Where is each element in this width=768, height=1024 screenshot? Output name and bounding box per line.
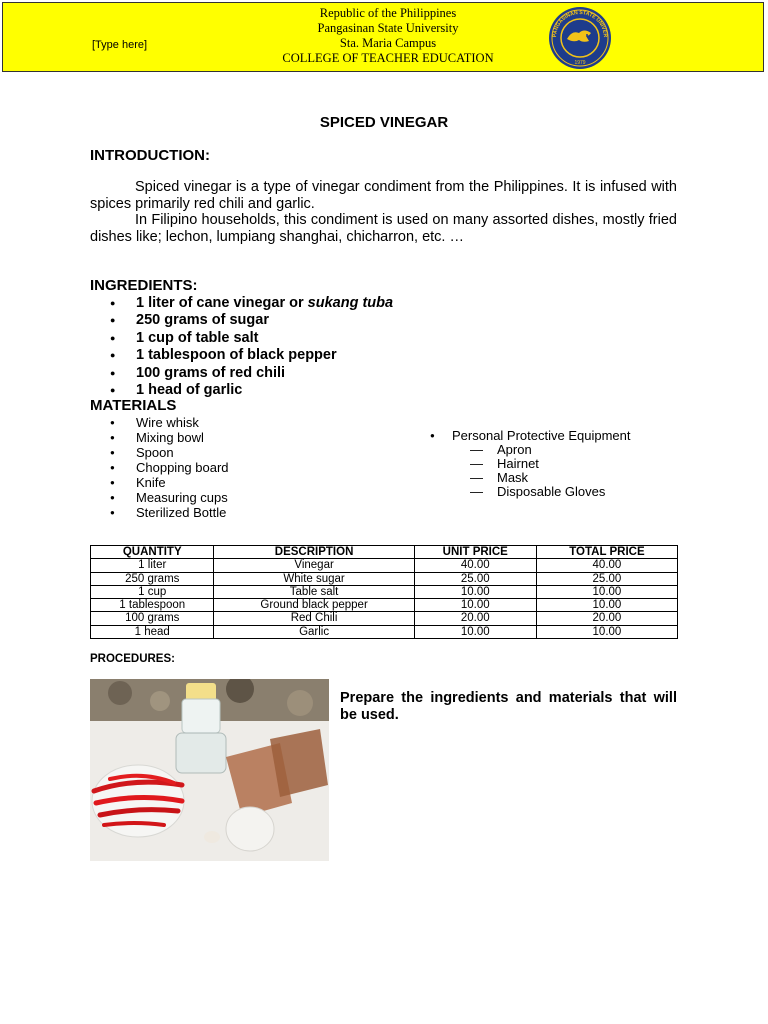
table-cell: 1 tablespoon xyxy=(91,599,214,612)
ingredients-heading: INGREDIENTS: xyxy=(90,277,198,294)
table-cell: White sugar xyxy=(214,572,414,585)
table-cell: 25.00 xyxy=(414,572,536,585)
table-row xyxy=(91,585,678,598)
document-header xyxy=(2,2,764,72)
table-cell: 40.00 xyxy=(414,559,536,572)
table-row xyxy=(91,625,678,638)
table-cell: Red Chili xyxy=(214,612,414,625)
table-cell: 1 liter xyxy=(91,559,214,572)
intro-paragraph-2: In Filipino households, this condiment is used on many assorted dishes, mostly fried dishes like; lechon, lumpiang shanghai, chicharron, etc. … xyxy=(90,212,677,245)
column-header: UNIT PRICE xyxy=(414,546,536,559)
ppe-item: — Apron xyxy=(430,443,630,457)
table-cell: 20.00 xyxy=(414,612,536,625)
table-cell: Vinegar xyxy=(214,559,414,572)
table-cell: 40.00 xyxy=(536,559,677,572)
ppe-item: — Mask xyxy=(430,471,630,485)
ingredients-photo xyxy=(90,679,329,861)
table-cell: 20.00 xyxy=(536,612,677,625)
materials-list xyxy=(90,415,229,520)
table-row xyxy=(91,599,678,612)
ppe-item: — Hairnet xyxy=(430,457,630,471)
ingredient-item: ● 100 grams of red chili xyxy=(90,365,393,382)
material-item: ● Chopping board xyxy=(90,460,229,475)
column-header: QUANTITY xyxy=(91,546,214,559)
ingredients-list xyxy=(90,295,393,399)
ingredient-item: ● 1 liter of cane vinegar or sukang tuba xyxy=(90,295,393,312)
introduction-heading: INTRODUCTION: xyxy=(90,147,210,164)
table-cell: 10.00 xyxy=(414,585,536,598)
ingredient-item: ● 1 head of garlic xyxy=(90,382,393,399)
material-item: ● Wire whisk xyxy=(90,415,229,430)
table-cell: 1 head xyxy=(91,625,214,638)
university-line: Sta. Maria Campus xyxy=(339,36,437,50)
table-row xyxy=(91,612,678,625)
table-cell: 10.00 xyxy=(414,625,536,638)
university-line: Republic of the Philippines xyxy=(319,6,457,20)
material-item: ● Mixing bowl xyxy=(90,430,229,445)
table-cell: 10.00 xyxy=(414,599,536,612)
table-cell: 250 grams xyxy=(91,572,214,585)
university-seal-logo xyxy=(543,6,617,70)
material-item: ● Spoon xyxy=(90,445,229,460)
header-placeholder: [Type here] xyxy=(92,39,148,51)
university-line: Pangasinan State University xyxy=(317,21,459,35)
table-header-row xyxy=(91,546,678,559)
cost-table xyxy=(90,545,678,639)
university-block xyxy=(253,6,523,66)
page-title: SPICED VINEGAR xyxy=(319,114,449,131)
table-cell: 1 cup xyxy=(91,585,214,598)
column-header: TOTAL PRICE xyxy=(536,546,677,559)
table-cell: 10.00 xyxy=(536,625,677,638)
table-cell: Table salt xyxy=(214,585,414,598)
table-cell: 25.00 xyxy=(536,572,677,585)
table-row xyxy=(91,572,678,585)
ppe-item: — Disposable Gloves xyxy=(430,485,630,499)
procedures-heading: PROCEDURES: xyxy=(90,653,175,665)
materials-heading: MATERIALS xyxy=(90,397,177,414)
material-item: ● Measuring cups xyxy=(90,490,229,505)
svg-text:PANGASINAN STATE UNIVERSITY: PANGASINAN STATE UNIVER xyxy=(551,9,609,38)
table-cell: 10.00 xyxy=(536,585,677,598)
table-cell: 100 grams xyxy=(91,612,214,625)
material-item: ● Knife xyxy=(90,475,229,490)
table-cell: 10.00 xyxy=(536,599,677,612)
table-cell: Garlic xyxy=(214,625,414,638)
svg-text:1979: 1979 xyxy=(574,60,586,66)
intro-paragraph-1: Spiced vinegar is a type of vinegar condiment from the Philippines. It is infused with spices primarily red chili and garlic. xyxy=(90,179,677,212)
ingredient-item: ● 250 grams of sugar xyxy=(90,312,393,329)
table-cell: Ground black pepper xyxy=(214,599,414,612)
table-row xyxy=(91,559,678,572)
procedure-step-1: Prepare the ingredients and materials that will be used. xyxy=(340,690,677,723)
ingredient-item: ● 1 cup of table salt xyxy=(90,330,393,347)
ingredient-item: ● 1 tablespoon of black pepper xyxy=(90,347,393,364)
column-header: DESCRIPTION xyxy=(214,546,414,559)
ppe-list xyxy=(430,429,630,499)
university-line: COLLEGE OF TEACHER EDUCATION xyxy=(282,51,494,65)
material-item: ● Sterilized Bottle xyxy=(90,505,229,520)
ppe-title: ● Personal Protective Equipment xyxy=(430,429,630,443)
